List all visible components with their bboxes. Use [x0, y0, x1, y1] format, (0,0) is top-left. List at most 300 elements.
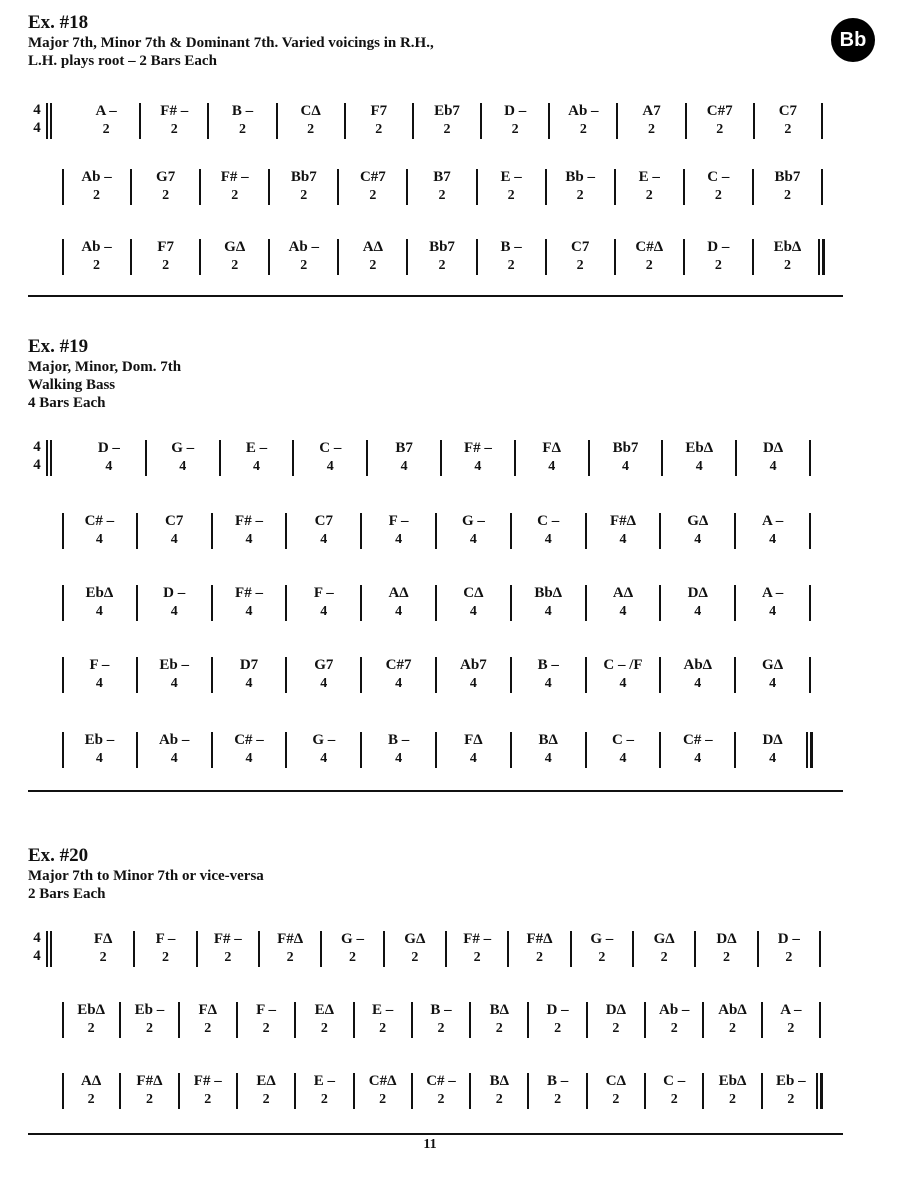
chord-name: B7	[433, 169, 451, 185]
chord-duration: 4	[170, 751, 178, 766]
chord-duration: 2	[238, 122, 246, 137]
section-divider	[28, 1133, 843, 1135]
chord-row	[0, 929, 900, 973]
chord-name: DΔ	[762, 732, 783, 748]
chord-symbol	[586, 655, 661, 693]
chord-symbol	[134, 929, 196, 967]
chord-duration: 2	[670, 1092, 678, 1107]
chord-duration: 2	[716, 122, 724, 137]
chord-symbol	[62, 730, 137, 768]
chord-symbol	[286, 655, 361, 693]
chord-name: GΔ	[224, 239, 246, 255]
chord-name: DΔ	[716, 931, 737, 947]
exercise-20-header	[28, 845, 264, 903]
exercise-subtitle: 2 Bars Each	[28, 886, 106, 902]
chord-name: Ab –	[158, 732, 190, 748]
chord-duration: 4	[245, 676, 253, 691]
chord-name: G –	[171, 440, 195, 456]
chord-duration: 2	[369, 258, 377, 273]
time-signature-top: 4	[33, 102, 41, 118]
chord-duration: 4	[95, 604, 103, 619]
chord-symbol	[660, 511, 735, 549]
chord-symbol	[660, 730, 735, 768]
chord-name: C –	[707, 169, 730, 185]
chord-name: Eb7	[434, 103, 460, 119]
chord-duration: 4	[695, 459, 703, 474]
chord-symbol	[436, 655, 511, 693]
chord-duration: 2	[438, 258, 446, 273]
chord-name: C –	[663, 1073, 686, 1089]
time-signature-top: 4	[33, 439, 41, 455]
chord-symbol	[586, 511, 661, 549]
chord-name: EbΔ	[77, 1002, 106, 1018]
chord-name: F –	[388, 513, 409, 529]
exercise-title: Ex. #18	[28, 12, 89, 33]
chord-row	[0, 167, 900, 211]
chord-name: F –	[256, 1002, 276, 1018]
chord-symbol	[137, 583, 212, 621]
chord-symbol	[528, 1000, 586, 1038]
final-barline	[806, 732, 813, 768]
chord-name: C# –	[84, 513, 115, 529]
chord-duration: 2	[645, 258, 653, 273]
time-signature-top: 4	[33, 930, 41, 946]
chord-name: CΔ	[300, 103, 321, 119]
chord-name: A –	[761, 513, 784, 529]
chord-name: DΔ	[605, 1002, 627, 1018]
chord-symbol	[237, 1071, 295, 1109]
chord-symbol	[62, 583, 137, 621]
chord-symbol	[407, 237, 476, 275]
chord-duration: 4	[469, 604, 477, 619]
chord-symbol	[62, 237, 131, 275]
chord-duration: 4	[544, 604, 552, 619]
chord-name: A –	[761, 585, 784, 601]
chord-name: BΔ	[489, 1073, 509, 1089]
chord-name: C7	[165, 513, 184, 529]
chord-name: C –	[537, 513, 560, 529]
chord-duration: 4	[170, 532, 178, 547]
chord-symbol	[436, 583, 511, 621]
chord-name: AΔ	[362, 239, 384, 255]
exercise-title: Ex. #20	[28, 845, 89, 866]
chord-row	[0, 730, 900, 774]
chord-duration: 2	[443, 122, 451, 137]
chord-duration: 4	[395, 532, 403, 547]
chord-duration: 2	[660, 950, 668, 965]
chord-duration: 2	[729, 1021, 737, 1036]
chord-symbol	[703, 1071, 761, 1109]
chord-name: F# –	[463, 440, 492, 456]
chord-name: F#Δ	[526, 931, 553, 947]
chord-duration: 2	[576, 258, 584, 273]
chord-duration: 2	[784, 122, 792, 137]
exercise-title: Ex. #19	[28, 336, 89, 357]
chord-symbol	[446, 929, 508, 967]
chord-name: BΔ	[538, 732, 558, 748]
chord-symbol	[361, 583, 436, 621]
chord-name: D7	[239, 657, 259, 673]
chord-duration: 4	[769, 459, 777, 474]
chord-duration: 2	[554, 1092, 562, 1107]
chord-duration: 2	[437, 1092, 445, 1107]
chord-name: C#Δ	[368, 1073, 397, 1089]
chord-symbol	[62, 1000, 120, 1038]
chord-symbol	[345, 101, 413, 139]
chord-symbol	[269, 167, 338, 205]
barline	[809, 657, 811, 693]
chord-symbol	[528, 1071, 586, 1109]
chord-duration: 2	[262, 1021, 270, 1036]
chord-name: Ab –	[658, 1002, 690, 1018]
chord-duration: 2	[99, 950, 107, 965]
chord-name: C –	[319, 440, 342, 456]
chord-symbol	[511, 655, 586, 693]
chord-row	[0, 1071, 900, 1115]
chord-duration: 2	[437, 1021, 445, 1036]
chord-symbol	[140, 101, 208, 139]
chord-symbol	[259, 929, 321, 967]
chord-symbol	[361, 655, 436, 693]
chord-symbol	[481, 101, 549, 139]
chord-duration: 2	[645, 188, 653, 203]
chord-symbol	[338, 237, 407, 275]
chord-name: D –	[504, 103, 527, 119]
chord-name: EbΔ	[773, 239, 802, 255]
exercise-subtitle: 4 Bars Each	[28, 395, 106, 411]
chord-name: AΔ	[81, 1073, 102, 1089]
chord-duration: 2	[87, 1021, 95, 1036]
chord-name: F7	[157, 239, 174, 255]
chord-name: EΔ	[314, 1002, 335, 1018]
chord-name: F –	[89, 657, 110, 673]
chord-symbol	[660, 583, 735, 621]
chord-duration: 2	[161, 950, 169, 965]
chord-symbol	[686, 101, 754, 139]
chord-name: C#Δ	[635, 239, 664, 255]
chord-symbol	[695, 929, 757, 967]
chord-name: G7	[156, 169, 176, 185]
exercise-19-header	[28, 336, 181, 412]
barline	[819, 1002, 821, 1038]
chord-duration: 4	[544, 676, 552, 691]
chord-symbol	[736, 438, 810, 476]
chord-row	[0, 237, 900, 281]
chord-symbol	[617, 101, 685, 139]
chord-symbol	[137, 511, 212, 549]
chord-symbol	[436, 730, 511, 768]
chord-name: BΔ	[489, 1002, 509, 1018]
chord-name: Bb7	[429, 239, 455, 255]
chord-duration: 4	[395, 751, 403, 766]
barline	[821, 169, 823, 205]
chord-symbol	[179, 1000, 237, 1038]
page-number: 11	[423, 1137, 437, 1152]
chord-duration: 2	[262, 1092, 270, 1107]
chord-duration: 2	[204, 1021, 212, 1036]
chord-symbol	[277, 101, 345, 139]
chord-name: FΔ	[464, 732, 483, 748]
chord-symbol	[511, 730, 586, 768]
chord-name: DΔ	[687, 585, 708, 601]
chord-name: C#7	[706, 103, 733, 119]
chord-name: D –	[163, 585, 186, 601]
chord-name: G –	[590, 931, 614, 947]
chord-name: Ab –	[568, 103, 599, 119]
chord-duration: 2	[379, 1092, 387, 1107]
chord-symbol	[735, 511, 810, 549]
chord-name: F –	[155, 931, 176, 947]
chord-name: B –	[387, 732, 410, 748]
chord-duration: 2	[783, 188, 791, 203]
chord-symbol	[286, 583, 361, 621]
chord-symbol	[571, 929, 633, 967]
chord-name: B –	[231, 103, 254, 119]
chord-duration: 4	[95, 532, 103, 547]
barline	[809, 585, 811, 621]
chord-name: Bb –	[565, 169, 595, 185]
chord-name: F# –	[193, 1073, 222, 1089]
section-divider	[28, 790, 843, 792]
chord-duration: 2	[787, 1092, 795, 1107]
chord-symbol	[735, 655, 810, 693]
chord-symbol	[753, 167, 822, 205]
time-signature	[30, 929, 44, 965]
chord-duration: 4	[320, 751, 328, 766]
chord-name: Bb7	[612, 440, 639, 456]
chord-symbol	[237, 1000, 295, 1038]
chord-duration: 2	[598, 950, 606, 965]
chord-name: A –	[780, 1002, 802, 1018]
chord-duration: 2	[783, 258, 791, 273]
chord-name: GΔ	[404, 931, 426, 947]
chord-name: B –	[500, 239, 522, 255]
chord-name: FΔ	[93, 931, 113, 947]
chord-name: Ab7	[460, 657, 487, 673]
chord-duration: 2	[507, 188, 515, 203]
chord-name: F# –	[160, 103, 189, 119]
chord-symbol	[413, 101, 481, 139]
exercise-subtitle: Major, Minor, Dom. 7th	[28, 359, 182, 375]
chord-duration: 4	[170, 604, 178, 619]
time-signature-bottom: 4	[33, 457, 41, 473]
chord-duration: 4	[769, 751, 777, 766]
chord-symbol	[589, 438, 663, 476]
chord-row	[0, 511, 900, 555]
chord-name: BbΔ	[534, 585, 563, 601]
chord-name: F#Δ	[609, 513, 637, 529]
chord-symbol	[515, 438, 589, 476]
exercise-18-header	[28, 12, 434, 70]
time-signature-bottom: 4	[33, 120, 41, 136]
chord-symbol	[62, 511, 137, 549]
double-barline	[46, 103, 52, 139]
chord-name: D –	[777, 931, 800, 947]
chord-name: Eb –	[776, 1073, 806, 1089]
chord-symbol	[62, 1071, 120, 1109]
chord-symbol	[131, 237, 200, 275]
chord-name: AbΔ	[718, 1002, 747, 1018]
chord-duration: 2	[369, 188, 377, 203]
double-barline	[46, 931, 52, 967]
chord-duration: 4	[544, 532, 552, 547]
chord-duration: 2	[612, 1092, 620, 1107]
chord-duration: 2	[320, 1021, 328, 1036]
chord-duration: 2	[224, 950, 232, 965]
chord-name: G –	[461, 513, 485, 529]
barline	[819, 931, 821, 967]
chord-name: C# –	[234, 732, 264, 748]
chord-duration: 2	[162, 258, 170, 273]
chord-duration: 4	[694, 751, 702, 766]
chord-symbol	[286, 730, 361, 768]
chord-name: D –	[97, 440, 120, 456]
barline	[809, 513, 811, 549]
chord-name: GΔ	[653, 931, 675, 947]
chord-duration: 2	[535, 950, 543, 965]
chord-symbol	[295, 1000, 353, 1038]
chord-symbol	[633, 929, 695, 967]
chord-symbol	[146, 438, 220, 476]
chord-symbol	[354, 1000, 412, 1038]
chord-name: Eb –	[134, 1002, 165, 1018]
chord-name: C# –	[682, 732, 713, 748]
chord-duration: 2	[204, 1092, 212, 1107]
chord-duration: 4	[619, 751, 627, 766]
chord-name: EbΔ	[685, 440, 714, 456]
chord-symbol	[762, 1071, 820, 1109]
chord-duration: 2	[729, 1092, 737, 1107]
chord-row	[0, 438, 900, 482]
chord-symbol	[212, 511, 287, 549]
chord-name: C7	[778, 103, 798, 119]
chord-row	[0, 1000, 900, 1044]
chord-symbol	[367, 438, 441, 476]
chord-duration: 2	[473, 950, 481, 965]
chord-duration: 2	[87, 1092, 95, 1107]
chord-symbol	[615, 167, 684, 205]
chord-duration: 2	[785, 950, 793, 965]
chord-duration: 4	[320, 604, 328, 619]
chord-name: F# –	[220, 169, 249, 185]
chord-symbol	[72, 438, 146, 476]
chord-duration: 4	[544, 751, 552, 766]
chord-symbol	[587, 1000, 645, 1038]
chord-duration: 2	[145, 1092, 153, 1107]
chord-symbol	[412, 1071, 470, 1109]
chord-duration: 2	[102, 122, 110, 137]
chord-symbol	[361, 730, 436, 768]
chord-duration: 4	[619, 604, 627, 619]
chord-duration: 2	[495, 1021, 503, 1036]
chord-symbol	[286, 511, 361, 549]
chord-symbol	[703, 1000, 761, 1038]
chord-symbol	[546, 167, 615, 205]
chord-row	[0, 655, 900, 699]
chord-duration: 4	[619, 676, 627, 691]
chord-symbol	[137, 730, 212, 768]
chord-duration: 4	[621, 459, 629, 474]
chord-name: F# –	[213, 931, 242, 947]
chord-name: F#Δ	[277, 931, 304, 947]
chord-symbol	[72, 929, 134, 967]
chord-name: CΔ	[605, 1073, 627, 1089]
chord-duration: 2	[579, 122, 587, 137]
chord-symbol	[735, 730, 810, 768]
chord-duration: 2	[576, 188, 584, 203]
chord-name: C7	[570, 239, 590, 255]
chord-name: DΔ	[762, 440, 784, 456]
chord-symbol	[762, 1000, 820, 1038]
time-signature-bottom: 4	[33, 948, 41, 964]
chord-name: F# –	[235, 513, 263, 529]
chord-duration: 2	[714, 188, 722, 203]
chord-name: A7	[642, 103, 661, 119]
chord-duration: 2	[170, 122, 178, 137]
chord-duration: 2	[300, 258, 308, 273]
chord-symbol	[72, 101, 140, 139]
chord-duration: 2	[375, 122, 383, 137]
chord-name: E –	[313, 1073, 335, 1089]
chord-symbol	[549, 101, 617, 139]
section-divider	[28, 295, 843, 297]
chord-duration: 2	[320, 1092, 328, 1107]
chord-duration: 2	[495, 1092, 503, 1107]
chord-duration: 4	[252, 459, 260, 474]
chord-name: AΔ	[388, 585, 409, 601]
time-signature	[30, 438, 44, 474]
chord-name: D –	[707, 239, 730, 255]
chord-symbol	[407, 167, 476, 205]
chord-duration: 2	[612, 1021, 620, 1036]
chord-name: Ab –	[81, 169, 112, 185]
chord-row	[0, 583, 900, 627]
chord-name: FΔ	[198, 1002, 218, 1018]
chord-symbol	[179, 1071, 237, 1109]
exercise-subtitle: Walking Bass	[28, 377, 116, 393]
chord-symbol	[586, 730, 661, 768]
chord-duration: 4	[395, 676, 403, 691]
chord-symbol	[511, 511, 586, 549]
chord-symbol	[120, 1000, 178, 1038]
chord-symbol	[684, 237, 753, 275]
chord-symbol	[758, 929, 820, 967]
chord-symbol	[137, 655, 212, 693]
chord-duration: 2	[722, 950, 730, 965]
chord-duration: 2	[93, 258, 101, 273]
chord-name: C#7	[385, 657, 412, 673]
chord-name: Bb7	[290, 169, 317, 185]
double-barline	[46, 440, 52, 476]
chord-symbol	[293, 438, 367, 476]
chord-symbol	[338, 167, 407, 205]
chord-symbol	[131, 167, 200, 205]
chord-duration: 4	[170, 676, 178, 691]
chord-duration: 2	[231, 188, 239, 203]
chord-duration: 4	[326, 459, 334, 474]
chord-name: C – /F	[603, 657, 643, 673]
chord-symbol	[361, 511, 436, 549]
chord-duration: 4	[548, 459, 556, 474]
chord-duration: 2	[93, 188, 101, 203]
chord-duration: 4	[474, 459, 482, 474]
chord-symbol	[412, 1000, 470, 1038]
chord-name: F#Δ	[136, 1073, 163, 1089]
chord-name: Ab –	[288, 239, 320, 255]
chord-symbol	[200, 237, 269, 275]
barline	[809, 440, 811, 476]
chord-symbol	[321, 929, 383, 967]
